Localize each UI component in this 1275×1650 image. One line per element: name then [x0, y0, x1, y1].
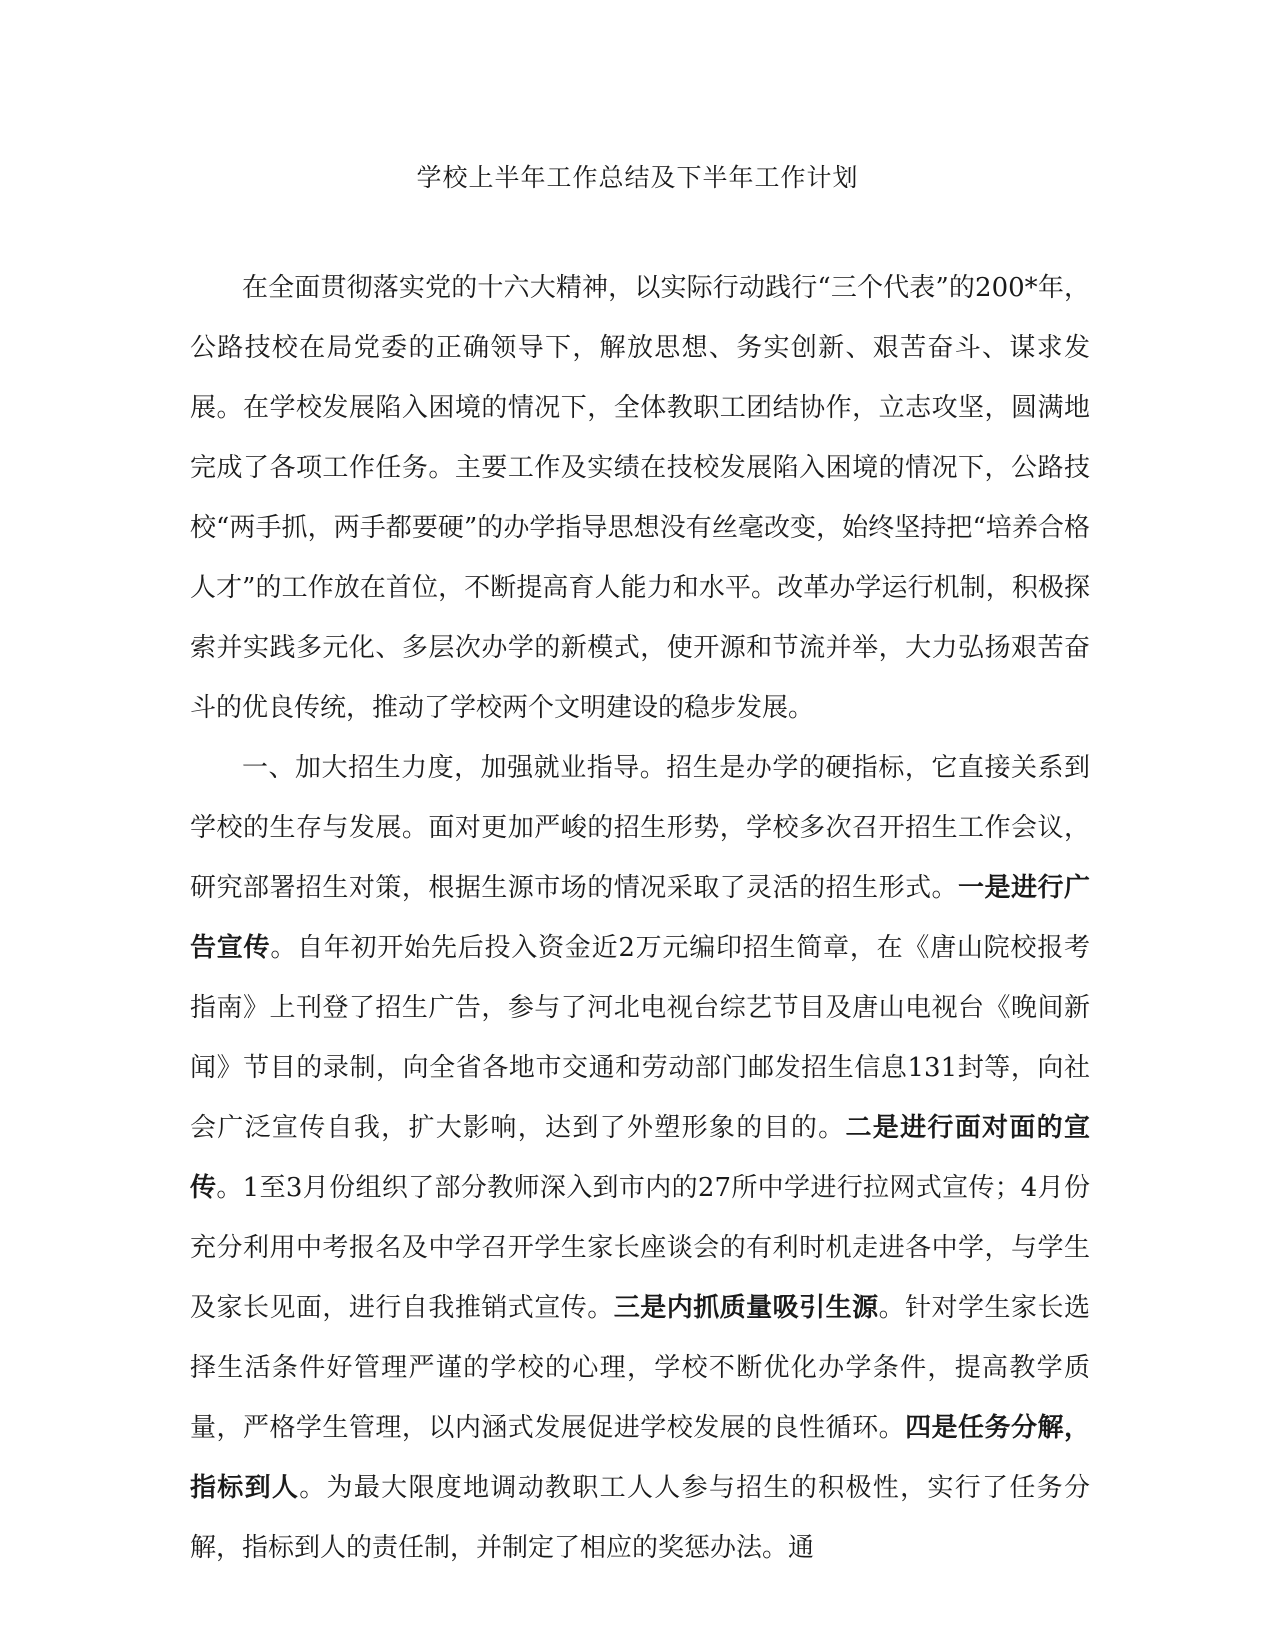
paragraph-intro: 在全面贯彻落实党的十六大精神，以实际行动践行“三个代表”的200*年，公路技校在局党委的正确领导下，解放思想、务实创新、艰苦奋斗、谋求发展。在学校发展陷入困境的情况下，全体教职工团结协作，立志攻坚，圆满地完成了各项工作任务。主要工作及实绩在技校发展陷入困境的情况下，公路技校“两手抓，两手都要硬”的办学指导思想没有丝毫改变，始终坚持把“培养合格人才”的工作放在首位，不断提高育人能力和水平。改革办学运行机制，积极探索并实践多元化、多层次办学的新模式，使开源和节流并举，大力弘扬艰苦奋斗的优良传统，推动了学校两个文明建设的稳步发展。	[190, 273, 1090, 723]
paragraph-enrollment	[190, 738, 1090, 1578]
enrollment-point-2-text: 。1至3月份组织了部分教师深入到市内的27所中学进行拉网式宣传；4月份充分利用中考报名及中学召开学生家长座谈会的有利时机走进各中学，与学生及家长见面，进行自我推销式宣传。	[190, 1173, 1090, 1323]
enrollment-point-2-heading: 二是进行面对面的宣传	[190, 1113, 1090, 1203]
enrollment-point-1-text: 。自年初开始先后投入资金近2万元编印招生简章，在《唐山院校报考指南》上刊登了招生广告，参与了河北电视台综艺节目及唐山电视台《晚间新闻》节目的录制，向全省各地市交通和劳动部门邮发招生信息131封等，向社会广泛宣传自我，扩大影响，达到了外塑形象的目的。	[190, 933, 1090, 1143]
enrollment-point-4-text: 。为最大限度地调动教职工人人参与招生的积极性，实行了任务分解，指标到人的责任制，并制定了相应的奖惩办法。通	[190, 1473, 1090, 1563]
enrollment-point-3-heading: 三是内抓质量吸引生源	[613, 1293, 879, 1323]
enrollment-intro-text: 一、加大招生力度，加强就业指导。招生是办学的硬指标，它直接关系到学校的生存与发展。面对更加严峻的招生形势，学校多次召开招生工作会议，研究部署招生对策，根据生源市场的情况采取了灵活的招生形式。	[190, 753, 1090, 903]
enrollment-point-4-heading: 四是任务分解，指标到人	[190, 1413, 1090, 1503]
document-body	[190, 258, 1090, 1578]
enrollment-point-3-text: 。针对学生家长选择生活条件好管理严谨的学校的心理，学校不断优化办学条件，提高教学质量，严格学生管理，以内涵式发展促进学校发展的良性循环。	[190, 1293, 1090, 1443]
document-title: 学校上半年工作总结及下半年工作计划	[416, 163, 859, 192]
enrollment-point-1-heading: 一是进行广告宣传	[190, 873, 1090, 963]
